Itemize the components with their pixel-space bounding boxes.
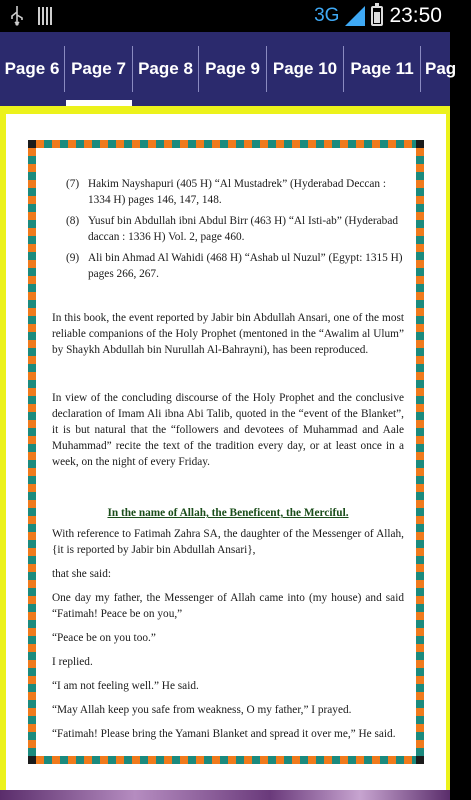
bottom-banner <box>0 790 450 800</box>
text-line: “Peace be on you too.” <box>52 632 156 644</box>
section-heading: In the name of Allah, the Beneficent, the Merciful. <box>107 507 349 519</box>
network-type: 3G <box>314 5 340 26</box>
tab-page-10[interactable]: Page 10 <box>272 59 338 78</box>
tab-page-7[interactable]: Page 7 <box>71 59 126 78</box>
tab-page-11[interactable]: Page 11 <box>350 59 414 78</box>
text-line: I replied. <box>52 656 93 668</box>
text-line: “May Allah keep you safe from weakness, O my father,” I prayed. <box>52 704 352 716</box>
paragraph: In this book, the event reported by Jabir bin Abdullah Ansari, one of the most reliable companions of the Holy Prophet (mentoned in the “Awalim al Ulum” by Shaykh Abdullah bin Nurullah Al-Bahrayni), has been reproduced. <box>52 312 404 356</box>
text-line: One day my father, the Messenger of Allah came into (my house) and said “Fatimah! Peace be on you,” <box>52 592 404 620</box>
document-text <box>52 176 404 742</box>
text-line: “Fatimah! Please bring the Yamani Blanket and spread it over me,” He said. <box>52 728 396 740</box>
tab-page-6[interactable]: Page 6 <box>4 59 60 78</box>
page-tabs-bar <box>0 32 457 106</box>
battery-icon <box>371 6 383 26</box>
reference-item: (8) Yusuf bin Abdullah ibni Abdul Birr (463 H) “Al Isti-ab” (Hyderabad daccan : 1336 H) Vol. 2, page 460. <box>66 215 398 243</box>
border-top <box>28 140 424 148</box>
paragraph: In view of the concluding discourse of the Holy Prophet and the conclusive declaration of Imam Ali ibna Abi Talib, quoted in the “event of the Blanket”, it is but natural that the “followers and devotees of Muhammad and Aale Muhammad” recite the text of the tradition every day, or at least once in a week, on the night of every Friday. <box>52 392 404 468</box>
border-left <box>28 140 36 764</box>
tab-page-8[interactable]: Page 8 <box>138 59 193 78</box>
clock: 23:50 <box>389 4 442 27</box>
content-area[interactable] <box>0 106 450 790</box>
border-right <box>416 140 424 764</box>
status-bar <box>0 0 450 32</box>
reference-item: (9) Ali bin Ahmad Al Wahidi (468 H) “Ashab ul Nuzul” (Egypt: 1315 H) pages 266, 267. <box>66 252 403 280</box>
tab-page-12[interactable]: Pag <box>425 59 457 78</box>
usb-icon <box>10 6 24 26</box>
signal-icon <box>345 6 365 26</box>
tab-page-9[interactable]: Page 9 <box>205 59 260 78</box>
text-line: that she said: <box>52 568 111 580</box>
text-line: With reference to Fatimah Zahra SA, the daughter of the Messenger of Allah, {it is reported by Jabir bin Abdullah Ansari}, <box>52 528 404 556</box>
border-bottom <box>28 756 424 764</box>
notification-bars-icon <box>38 7 52 25</box>
text-line: “I am not feeling well.” He said. <box>52 680 199 692</box>
reference-item: (7) Hakim Nayshapuri (405 H) “Al Mustadrek” (Hyderabad Deccan : 1334 H) pages 146, 147, 148. <box>66 178 387 206</box>
